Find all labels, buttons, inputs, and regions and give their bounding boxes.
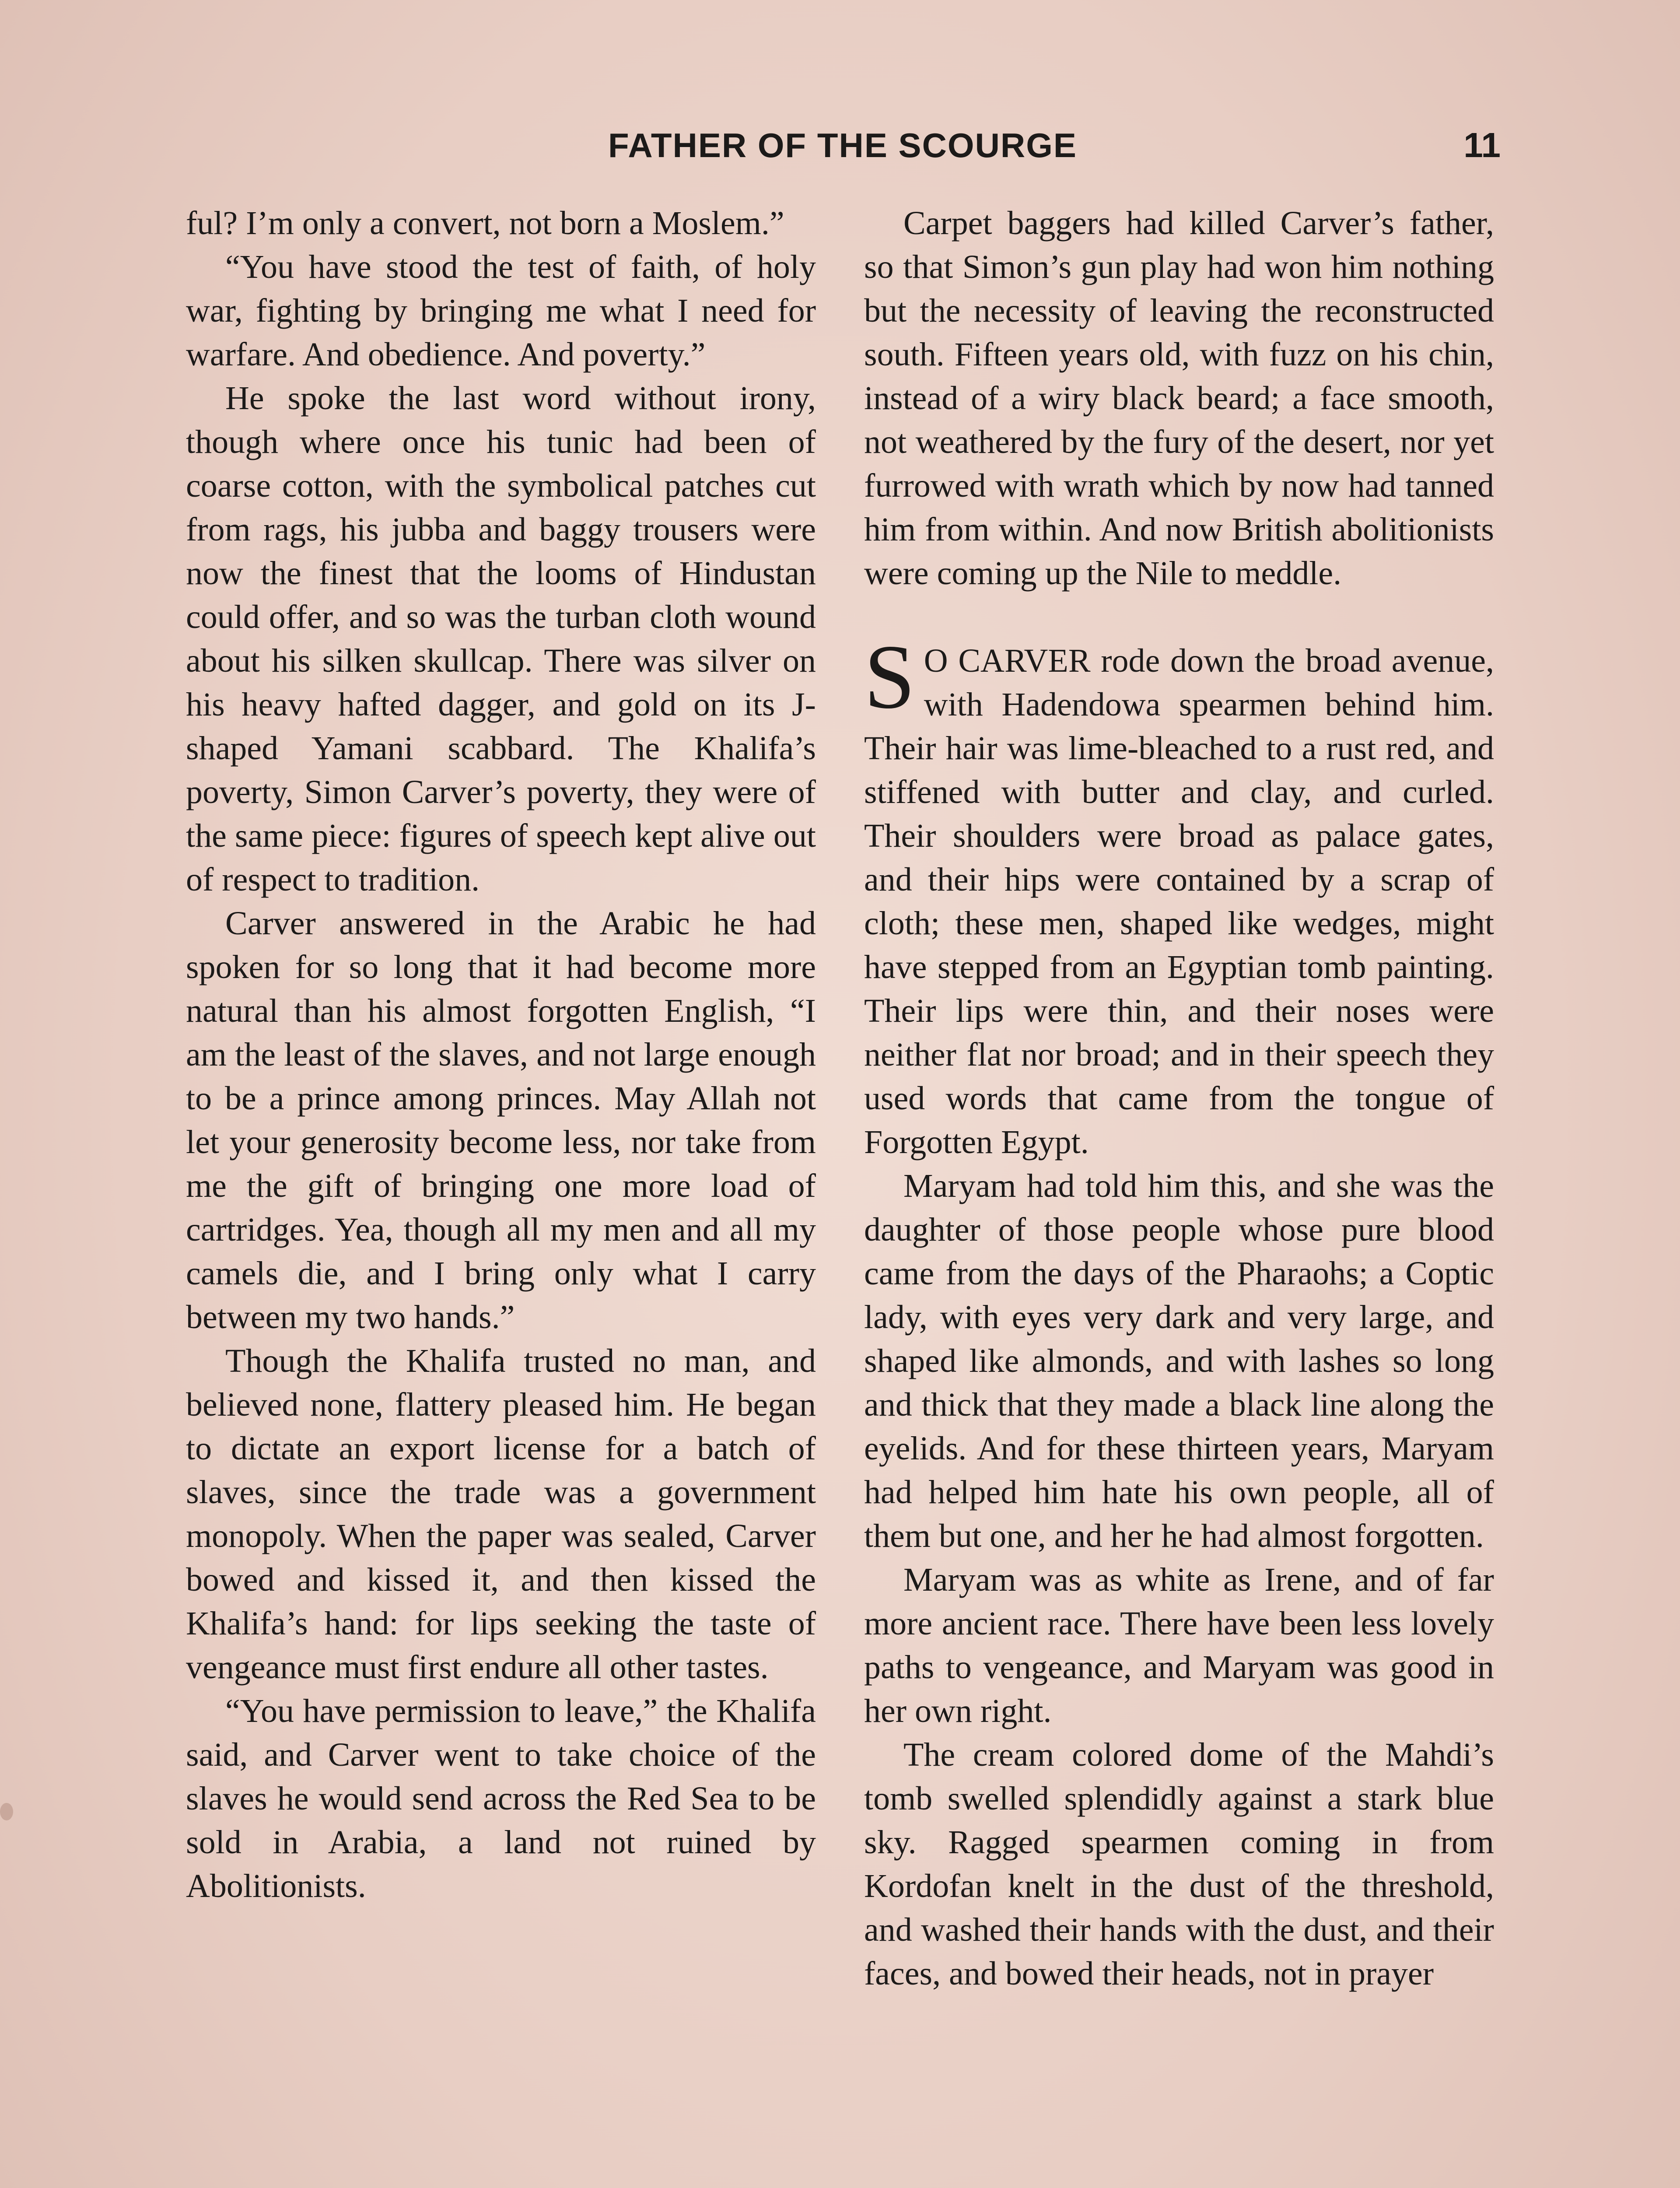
paragraph: The cream colored dome of the Mahdi’s tomb swelled splendidly against a stark blue sky. Ragged spearmen coming in from Kordofan knelt in the dust of the threshold, and washed their hands with the dust, and their faces, and bowed their heads, not in prayer: [864, 1736, 1494, 1992]
paragraph: Maryam had told him this, and she was the daughter of those people whose pure blood came from the days of the Pharaohs; a Coptic lady, with eyes very dark and very large, and shaped like almonds, and with lashes so long and thick that they made a black line along the eyelids. And for these thirteen years, Maryam had helped him hate his own people, all of them but one, and her he had almost forgotten.: [864, 1168, 1494, 1554]
paper-blemish: [0, 1803, 13, 1820]
paragraph: Though the Khalifa trusted no man, and believed none, flattery pleased him. He began to dictate an export license for a batch of slaves, since the trade was a government monopoly. When the paper was sealed, Carver bowed and kissed it, and then kissed the Khalifa’s hand: for lips seeking the taste of vengeance must first endure all other tastes.: [186, 1343, 816, 1686]
paragraph: He spoke the last word without irony, though where once his tunic had been of coarse cotton, with the symbolical patches cut from rags, his jubba and baggy trousers were now the finest that the looms of Hindustan could offer, and so was the turban cloth wound about his silken skullcap. There was silver on his heavy hafted dagger, and gold on its J-shaped Yamani scabbard. The Khalifa’s poverty, Simon Carver’s poverty, they were of the same piece: figures of speech kept alive out of respect to tradition.: [186, 380, 816, 898]
paragraph: Carpet baggers had killed Carver’s father, so that Simon’s gun play had won him nothing but the necessity of leaving the reconstructed south. Fifteen years old, with fuzz on his chin, instead of a wiry black beard; a face smooth, not weathered by the fury of the desert, nor yet furrowed with wrath which by now had tanned him from within. And now British abolitionists were coming up the Nile to meddle.: [864, 205, 1494, 592]
paragraph: “You have permission to leave,” the Khalifa said, and Carver went to take choice of the slaves he would send across the Red Sea to be sold in Arabia, a land not ruined by Abolitionists.: [186, 1693, 816, 1904]
paragraph: Maryam was as white as Irene, and of far more ancient race. There have been less lovely paths to vengeance, and Maryam was good in her own right.: [864, 1561, 1494, 1729]
paragraph: ful? I’m only a convert, not born a Moslem.”: [186, 205, 784, 242]
drop-cap: S: [864, 626, 915, 728]
running-title: FATHER OF THE SCOURGE: [608, 126, 1077, 165]
page-header: [175, 123, 1501, 167]
page-number: 11: [1463, 126, 1501, 165]
left-column: [186, 201, 816, 1908]
paragraph-text: O CARVER rode down the broad avenue, with Hadendowa spearmen behind him. Their hair was lime-bleached to a rust red, and stiffened with butter and clay, and curled. Their shoulders were broad as palace gates, and their hips were contained by a scrap of cloth; these men, shaped like wedges, might have stepped from an Egyptian tomb painting. Their lips were thin, and their noses were neither flat nor broad; and in their speech they used words that came from the tongue of Forgotten Egypt.: [864, 642, 1494, 1161]
paragraph-with-dropcap: [864, 626, 1494, 1164]
paragraph: Carver answered in the Arabic he had spoken for so long that it had become more natural than his almost forgotten English, “I am the least of the slaves, and not large enough to be a prince among princes. May Allah not let your generosity become less, nor take from me the gift of bringing one more load of cartridges. Yea, though all my men and all my camels die, and I bring only what I carry between my two hands.”: [186, 905, 816, 1336]
paragraph: “You have stood the test of faith, of holy war, fighting by bringing me what I need for warfare. And obedience. And poverty.”: [186, 249, 816, 373]
section-break: [864, 595, 1494, 639]
right-column: [864, 201, 1494, 1995]
